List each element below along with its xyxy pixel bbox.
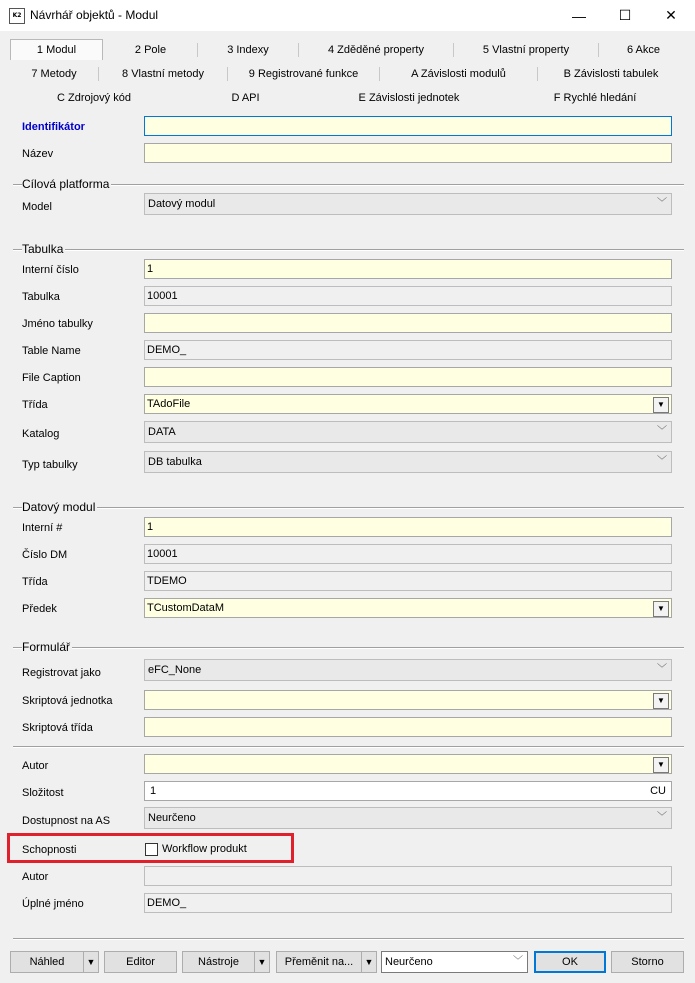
typ-tabulky-select[interactable] <box>144 451 672 473</box>
table-name-label: Table Name <box>22 345 81 357</box>
cislo-dm-field: 10001 <box>144 544 672 564</box>
dm-trida-label: Třída <box>22 576 48 588</box>
trida-value: TAdoFile <box>147 398 191 410</box>
tab-vlastni-property[interactable]: 5 Vlastní property <box>482 43 570 56</box>
registrovat-select[interactable] <box>144 659 672 681</box>
chevron-down-icon: ﹀ <box>657 812 667 823</box>
model-label: Model <box>22 201 52 213</box>
model-value: Datový modul <box>148 198 216 210</box>
group-divider <box>13 249 684 251</box>
premenit-dropdown-icon[interactable]: ▼ <box>362 951 377 973</box>
group-divider <box>13 746 684 748</box>
editor-button[interactable]: Editor <box>104 951 177 973</box>
tab-rychle-hledani[interactable]: F Rychlé hledání <box>553 91 637 104</box>
dropdown-arrow-icon[interactable]: ▼ <box>653 397 669 413</box>
autor2-field <box>144 866 672 886</box>
dostupnost-select[interactable] <box>144 807 672 829</box>
dropdown-arrow-icon[interactable]: ▼ <box>653 757 669 773</box>
group-divider <box>13 938 684 940</box>
group-divider <box>13 507 684 509</box>
dostupnost-value: Neurčeno <box>148 812 196 824</box>
katalog-value: DATA <box>148 426 176 438</box>
ok-button[interactable]: OK <box>534 951 606 973</box>
chevron-down-icon: ﹀ <box>657 198 667 209</box>
skriptova-jednotka-label: Skriptová jednotka <box>22 695 113 707</box>
tab-zavislosti-modulu[interactable]: A Závislosti modulů <box>411 67 506 80</box>
schopnosti-label: Schopnosti <box>22 844 77 856</box>
dropdown-arrow-icon[interactable]: ▼ <box>653 693 669 709</box>
model-select[interactable] <box>144 193 672 215</box>
maximize-icon[interactable]: ☐ <box>618 7 632 23</box>
status-value: Neurčeno <box>385 956 433 968</box>
skriptova-trida-input[interactable] <box>144 717 672 737</box>
skriptova-trida-label: Skriptová třída <box>22 722 93 734</box>
uplne-jmeno-field: DEMO_ <box>144 893 672 913</box>
katalog-label: Katalog <box>22 428 60 440</box>
chevron-down-icon: ﹀ <box>657 456 667 467</box>
typ-tabulky-label: Typ tabulky <box>22 459 78 471</box>
dropdown-arrow-icon[interactable]: ▼ <box>653 601 669 617</box>
identifikator-label: Identifikátor <box>22 121 85 133</box>
tab-zdedene-property[interactable]: 4 Zděděné property <box>327 43 424 56</box>
tab-metody[interactable]: 7 Metody <box>31 67 77 80</box>
tab-pole[interactable]: 2 Pole <box>134 43 167 56</box>
interni-cislo-label: Interní číslo <box>22 264 79 276</box>
file-caption-label: File Caption <box>22 372 81 384</box>
uplne-jmeno-label: Úplné jméno <box>22 898 84 910</box>
nastroje-dropdown-icon[interactable]: ▼ <box>255 951 270 973</box>
tabulka-label: Tabulka <box>22 291 60 303</box>
jmeno-tabulky-input[interactable] <box>144 313 672 333</box>
autor-label: Autor <box>22 760 49 772</box>
file-caption-input[interactable] <box>144 367 672 387</box>
highlight-box <box>7 833 294 863</box>
tab-zavislosti-jednotek[interactable]: E Závislosti jednotek <box>358 91 460 104</box>
predek-combo[interactable] <box>144 598 672 618</box>
interni-hash-input[interactable]: 1 <box>144 517 672 537</box>
window-title: Návrhář objektů - Modul <box>30 8 159 22</box>
status-select[interactable] <box>381 951 528 973</box>
dm-trida-field: TDEMO <box>144 571 672 591</box>
dostupnost-label: Dostupnost na AS <box>22 815 111 827</box>
nazev-label: Název <box>22 148 54 160</box>
slozitost-label: Složitost <box>22 787 64 799</box>
tabulka-title: Tabulka <box>22 242 64 256</box>
chevron-down-icon: ﹀ <box>657 426 667 437</box>
table-name-field: DEMO_ <box>144 340 672 360</box>
jmeno-tabulky-label: Jméno tabulky <box>22 318 93 330</box>
tab-vlastni-metody[interactable]: 8 Vlastní metody <box>122 67 204 80</box>
premenit-button[interactable]: Přeměnit na... <box>276 951 362 973</box>
tab-akce[interactable]: 6 Akce <box>626 43 661 56</box>
tab-zdrojovy-kod[interactable]: C Zdrojový kód <box>57 91 131 104</box>
typ-tabulky-value: DB tabulka <box>148 456 202 468</box>
slozitost-input[interactable] <box>144 781 672 801</box>
slozitost-unit: CU <box>650 785 666 797</box>
nazev-input[interactable] <box>144 143 672 163</box>
predek-label: Předek <box>22 603 57 615</box>
workflow-label[interactable]: Workflow produkt <box>162 843 247 855</box>
cislo-dm-label: Číslo DM <box>22 549 68 561</box>
registrovat-label: Registrovat jako <box>22 667 101 679</box>
app-icon: K2 <box>9 8 25 24</box>
tab-indexy[interactable]: 3 Indexy <box>227 43 269 56</box>
cilova-platforma-title: Cílová platforma <box>22 177 110 191</box>
tab-modul[interactable]: 1 Modul <box>10 39 103 60</box>
katalog-select[interactable] <box>144 421 672 443</box>
identifikator-input[interactable] <box>144 116 672 136</box>
nahled-dropdown-icon[interactable]: ▼ <box>84 951 99 973</box>
autor-combo[interactable] <box>144 754 672 774</box>
close-icon[interactable]: ✕ <box>665 7 677 23</box>
interni-hash-label: Interní # <box>22 522 63 534</box>
tab-zavislosti-tabulek[interactable]: B Závislosti tabulek <box>563 67 659 80</box>
group-divider <box>13 184 684 186</box>
minimize-icon[interactable]: — <box>572 7 586 24</box>
registrovat-value: eFC_None <box>148 664 202 676</box>
datovy-modul-title: Datový modul <box>22 500 96 514</box>
chevron-down-icon: ﹀ <box>513 956 523 967</box>
tab-registrovane-funkce[interactable]: 9 Registrované funkce <box>248 67 359 80</box>
formular-title: Formulář <box>22 640 71 654</box>
predek-value: TCustomDataM <box>147 602 225 614</box>
title-bar[interactable] <box>0 0 695 31</box>
trida-label: Třída <box>22 399 48 411</box>
tabulka-field: 10001 <box>144 286 672 306</box>
trida-combo[interactable] <box>144 394 672 414</box>
tab-api[interactable]: D API <box>231 91 260 104</box>
chevron-down-icon: ﹀ <box>657 664 667 675</box>
storno-button[interactable]: Storno <box>611 951 684 973</box>
autor2-label: Autor <box>22 871 49 883</box>
nastroje-button[interactable]: Nástroje <box>182 951 255 973</box>
skriptova-jednotka-combo[interactable] <box>144 690 672 710</box>
slozitost-value: 1 <box>150 785 157 797</box>
nahled-button[interactable]: Náhled <box>10 951 84 973</box>
interni-cislo-input[interactable]: 1 <box>144 259 672 279</box>
group-divider <box>13 647 684 649</box>
